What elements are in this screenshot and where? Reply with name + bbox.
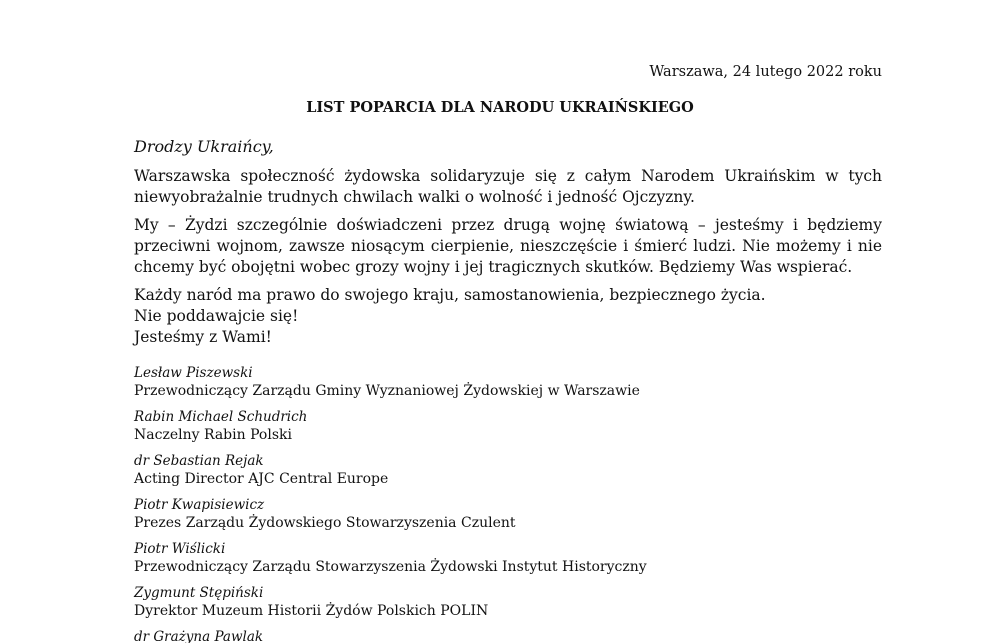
signatory-role: Przewodniczący Zarządu Gminy Wyznaniowej Żydowskiej w Warszawie <box>134 383 640 399</box>
signatory <box>134 540 894 576</box>
signatory-role: Naczelny Rabin Polski <box>134 427 292 443</box>
closing-lines <box>134 285 882 348</box>
date-line: Warszawa, 24 lutego 2022 roku <box>649 64 882 80</box>
signatory <box>134 628 894 643</box>
signatory-name: Piotr Kwapisiewicz <box>134 497 265 513</box>
closing-line: Każdy naród ma prawo do swojego kraju, samostanowienia, bezpiecznego życia. <box>134 286 766 304</box>
signatory-role: Acting Director AJC Central Europe <box>134 471 389 487</box>
signatory-name: dr Grażyna Pawlak <box>134 629 264 643</box>
signatory-role: Dyrektor Muzeum Historii Żydów Polskich POLIN <box>134 603 489 619</box>
signatory <box>134 364 894 400</box>
signatories-list <box>134 364 894 643</box>
closing-line: Jesteśmy z Wami! <box>134 328 272 346</box>
signatory-name: Rabin Michael Schudrich <box>134 409 308 425</box>
signatory-role: Przewodniczący Zarządu Stowarzyszenia Żydowski Instytut Historyczny <box>134 559 647 575</box>
signatory <box>134 584 894 620</box>
signatory-role: Prezes Zarządu Żydowskiego Stowarzyszenia Czulent <box>134 515 516 531</box>
letter-title: LIST POPARCIA DLA NARODU UKRAIŃSKIEGO <box>306 99 694 116</box>
closing-line: Nie poddawajcie się! <box>134 307 299 325</box>
paragraph-solidarity: Warszawska społeczność żydowska solidaryzuje się z całym Narodem Ukraińskim w tych niewyobrażalnie trudnych chwilach walki o wolność i jedność Ojczyzny. <box>134 167 882 206</box>
signatory <box>134 496 894 532</box>
signatory-name: Lesław Piszewski <box>134 365 253 381</box>
greeting: Drodzy Ukraińcy, <box>134 137 274 156</box>
signatory-name: Zygmunt Stępiński <box>134 585 264 601</box>
signatory-name: Piotr Wiślicki <box>134 541 226 557</box>
signatory-name: dr Sebastian Rejak <box>134 453 264 469</box>
signatory <box>134 452 894 488</box>
paragraph-against-war: My – Żydzi szczególnie doświadczeni przez drugą wojnę światową – jesteśmy i będziemy przeciwni wojnom, zawsze niosącym cierpienie, nieszczęście i śmierć ludzi. Nie możemy i nie chcemy być obojętni wobec grozy wojny i jej tragicznych skutków. Będziemy Was wspierać. <box>134 216 882 276</box>
signatory <box>134 408 894 444</box>
